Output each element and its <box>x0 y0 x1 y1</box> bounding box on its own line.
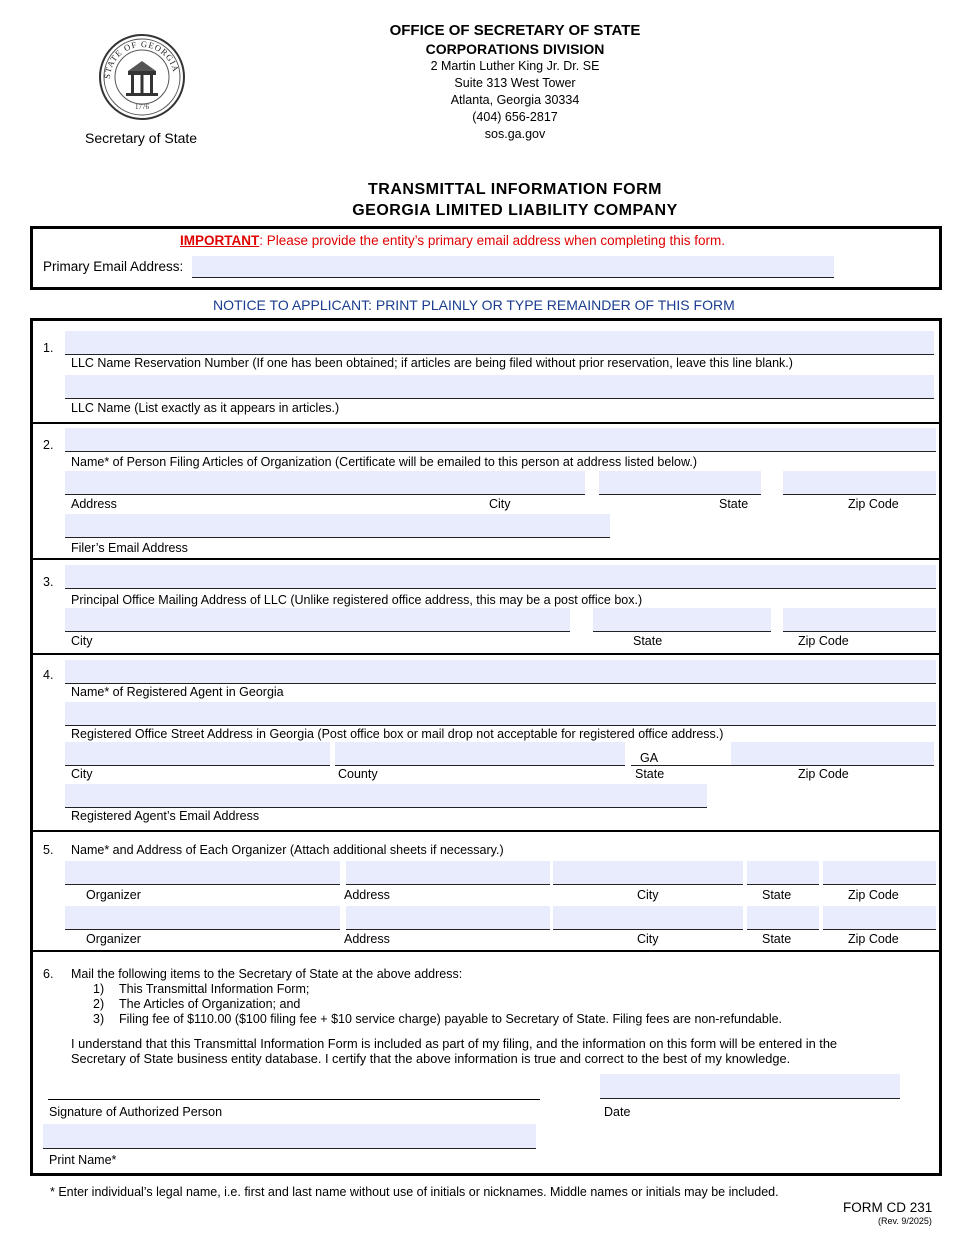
mail-item-3: Filing fee of $110.00 ($100 filing fee + $10 service charge) payable to Secretary of State. Filing fees are non-refundable. <box>119 1012 783 1026</box>
organizer-1-state-label: State <box>762 888 792 902</box>
agent-state-value: GA <box>640 751 659 765</box>
filer-state-label: State <box>719 497 749 511</box>
date-label: Date <box>604 1105 631 1119</box>
section-divider <box>33 950 939 952</box>
organizer-intro: Name* and Address of Each Organizer (Attach additional sheets if necessary.) <box>71 843 504 857</box>
section-3-number: 3. <box>43 575 54 589</box>
mail-item-1: This Transmittal Information Form; <box>119 982 310 996</box>
organizer-1-state-input[interactable] <box>747 861 819 885</box>
agent-zip-input[interactable] <box>731 742 934 766</box>
llc-name-label: LLC Name (List exactly as it appears in articles.) <box>71 401 340 415</box>
organizer-1-name-input[interactable] <box>65 861 340 885</box>
section-1-number: 1. <box>43 341 54 355</box>
address-line-2: Suite 313 West Tower <box>454 76 576 90</box>
georgia-state-seal <box>98 33 186 121</box>
organizer-1-city-label: City <box>637 888 659 902</box>
filer-address-input[interactable] <box>65 471 585 495</box>
organizer-1-address-input[interactable] <box>346 861 550 885</box>
llc-reservation-number-input[interactable] <box>65 331 934 355</box>
form-number: FORM CD 231 <box>843 1200 933 1215</box>
filer-zip-label: Zip Code <box>848 497 899 511</box>
agent-county-label: County <box>338 767 378 781</box>
registered-agent-name-input[interactable] <box>65 660 936 684</box>
seal-text: STATE OF GEORGIA <box>101 38 182 80</box>
agent-city-input[interactable] <box>65 742 330 766</box>
organizer-2-address-label: Address <box>344 932 390 946</box>
agent-state-label: State <box>635 767 665 781</box>
form-title-line-1: TRANSMITTAL INFORMATION FORM <box>368 181 662 198</box>
principal-city-label: City <box>71 634 93 648</box>
filer-name-input[interactable] <box>65 428 936 452</box>
principal-zip-label: Zip Code <box>798 634 849 648</box>
date-input[interactable] <box>600 1074 900 1099</box>
organizer-2-address-input[interactable] <box>346 906 550 930</box>
organizer-2-city-label: City <box>637 932 659 946</box>
agent-city-label: City <box>71 767 93 781</box>
principal-office-address-label: Principal Office Mailing Address of LLC (Unlike registered office address, this may be a post office box.) <box>71 593 643 607</box>
filer-city-input[interactable] <box>599 471 761 495</box>
principal-state-input[interactable] <box>593 608 771 632</box>
filer-name-label: Name* of Person Filing Articles of Organization (Certificate will be emailed to this person at address listed below.) <box>71 455 697 469</box>
filer-email-label: Filer’s Email Address <box>71 541 188 555</box>
important-text: : Please provide the entity’s primary email address when completing this form. <box>259 233 725 248</box>
address-line-1: 2 Martin Luther King Jr. Dr. SE <box>430 59 600 73</box>
website: sos.ga.gov <box>484 127 546 141</box>
main-form-box <box>30 318 942 1176</box>
office-header <box>330 22 700 143</box>
section-4-number: 4. <box>43 668 54 682</box>
footnote: * Enter individual’s legal name, i.e. first and last name without use of initials or nicknames. Middle names or initials may be included. <box>50 1185 779 1199</box>
principal-state-label: State <box>633 634 663 648</box>
certification-line-2: Secretary of State business entity database. I certify that the above information is true and correct to the best of my knowledge. <box>71 1051 791 1066</box>
section-divider <box>33 830 939 832</box>
form-title-line-2: GEORGIA LIMITED LIABILITY COMPANY <box>352 202 678 219</box>
office-name: OFFICE OF SECRETARY OF STATE <box>389 22 641 39</box>
organizer-2-city-input[interactable] <box>553 906 743 930</box>
organizer-2-zip-input[interactable] <box>823 906 936 930</box>
registered-agent-name-label: Name* of Registered Agent in Georgia <box>71 685 284 699</box>
signature-label: Signature of Authorized Person <box>49 1105 223 1119</box>
revision-date: (Rev. 9/2025) <box>878 1216 932 1226</box>
principal-office-address-input[interactable] <box>65 565 936 589</box>
important-notice <box>180 233 725 248</box>
mail-item-3-number: 3) <box>93 1012 105 1026</box>
principal-city-input[interactable] <box>65 608 570 632</box>
organizer-1-label: Organizer <box>86 888 141 902</box>
registered-office-address-input[interactable] <box>65 702 936 726</box>
organizer-2-zip-label: Zip Code <box>848 932 899 946</box>
filer-address-label: Address <box>71 497 117 511</box>
important-box <box>30 226 942 290</box>
filer-zip-input[interactable] <box>783 471 936 495</box>
filer-email-input[interactable] <box>65 514 610 538</box>
signature-line[interactable] <box>48 1099 540 1100</box>
print-name-input[interactable] <box>43 1124 536 1149</box>
mail-item-1-number: 1) <box>93 982 105 996</box>
organizer-2-name-input[interactable] <box>65 906 340 930</box>
organizer-2-label: Organizer <box>86 932 141 946</box>
section-6-number: 6. <box>43 967 54 981</box>
filer-city-label: City <box>489 497 511 511</box>
agent-email-input[interactable] <box>65 784 707 808</box>
section-2-number: 2. <box>43 438 54 452</box>
organizer-1-zip-label: Zip Code <box>848 888 899 902</box>
address-line-3: Atlanta, Georgia 30334 <box>450 93 580 107</box>
phone-number: (404) 656-2817 <box>472 110 558 124</box>
seal-year: 1776 <box>135 103 149 111</box>
print-name-label: Print Name* <box>49 1153 117 1167</box>
registered-office-address-label: Registered Office Street Address in Georgia (Post office box or mail drop not acceptable for registered office address.) <box>71 727 724 741</box>
organizer-2-state-input[interactable] <box>747 906 819 930</box>
section-5-number: 5. <box>43 843 54 857</box>
organizer-1-city-input[interactable] <box>553 861 743 885</box>
important-keyword: IMPORTANT <box>180 233 260 248</box>
agent-email-label: Registered Agent’s Email Address <box>71 809 260 823</box>
section-divider <box>33 558 939 560</box>
section-divider <box>33 422 939 424</box>
organizer-2-state-label: State <box>762 932 792 946</box>
mail-instructions: Mail the following items to the Secretary of State at the above address: <box>71 967 463 981</box>
certification-line-1: I understand that this Transmittal Information Form is included as part of my filing, and the information on this form will be entered in the <box>71 1036 838 1051</box>
agent-zip-label: Zip Code <box>798 767 849 781</box>
organizer-1-zip-input[interactable] <box>823 861 936 885</box>
mail-item-2-number: 2) <box>93 997 105 1011</box>
notice-to-applicant: NOTICE TO APPLICANT: PRINT PLAINLY OR TYPE REMAINDER OF THIS FORM <box>213 297 735 313</box>
organizer-1-address-label: Address <box>344 888 390 902</box>
primary-email-input[interactable] <box>192 256 834 278</box>
primary-email-label: Primary Email Address: <box>43 259 184 274</box>
seal-caption: Secretary of State <box>85 130 198 146</box>
mail-item-2: The Articles of Organization; and <box>119 997 301 1011</box>
division-name: CORPORATIONS DIVISION <box>425 41 605 57</box>
llc-reservation-number-label: LLC Name Reservation Number (If one has been obtained; if articles are being filed without prior reservation, leave this line blank.) <box>71 356 793 370</box>
llc-name-input[interactable] <box>65 375 934 399</box>
agent-county-input[interactable] <box>335 742 625 766</box>
section-divider <box>33 653 939 655</box>
principal-zip-input[interactable] <box>783 608 936 632</box>
